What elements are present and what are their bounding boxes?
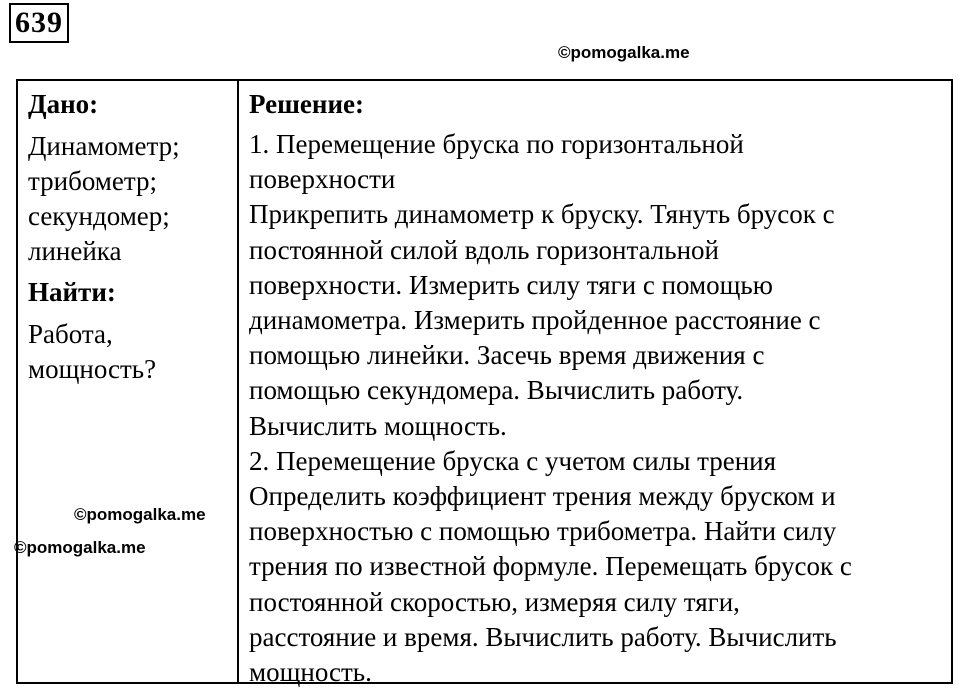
given-list — [28, 129, 228, 269]
find-heading: Найти: — [28, 277, 116, 307]
find-value — [28, 317, 228, 387]
solution-line: постоянной силой вдоль горизонтальной — [249, 234, 719, 265]
solution-body — [249, 127, 949, 690]
given-heading: Дано: — [28, 89, 99, 119]
solution-line: помощью линейки. Засечь время движения с — [249, 340, 765, 371]
given-item: линейка — [28, 236, 122, 266]
given-item: Динамометр; — [28, 131, 180, 161]
watermark: ©pomogalka.me — [14, 538, 146, 557]
solution-line: Прикрепить динамометр к бруску. Тянуть брусок с — [249, 199, 835, 230]
given-item: секундомер; — [28, 201, 170, 231]
solution-line: мощность. — [249, 657, 372, 688]
watermark: ©pomogalka.me — [558, 43, 690, 62]
solution-line: Вычислить мощность. — [249, 410, 507, 441]
solution-line: поверхности — [249, 164, 396, 195]
solution-heading: Решение: — [249, 89, 364, 119]
solution-column — [249, 87, 949, 690]
watermark: ©pomogalka.me — [74, 505, 206, 524]
solution-line: 2. Перемещение бруска с учетом силы трения — [249, 445, 777, 476]
solution-line: расстояние и время. Вычислить работу. Вычислить — [249, 621, 837, 652]
find-line: Работа, — [28, 319, 113, 349]
solution-line: поверхностью с помощью трибометра. Найти силу — [249, 516, 837, 547]
solution-line: постоянной скоростью, измеряя силу тяги, — [249, 586, 740, 617]
solution-table — [16, 79, 953, 688]
given-column — [28, 87, 228, 387]
solution-line: Определить коэффициент трения между бруском и — [249, 481, 836, 512]
solution-line: трения по известной формуле. Перемещать брусок с — [249, 551, 852, 582]
given-item: трибометр; — [28, 166, 158, 196]
find-line: мощность? — [28, 354, 157, 384]
problem-number: 639 — [9, 3, 69, 43]
solution-line: поверхности. Измерить силу тяги с помощью — [249, 269, 773, 300]
solution-line: помощью секундомера. Вычислить работу. — [249, 375, 744, 406]
solution-line: 1. Перемещение бруска по горизонтальной — [249, 129, 744, 159]
solution-line: динамометра. Измерить пройденное расстояние с — [249, 305, 821, 336]
column-divider — [237, 81, 239, 682]
